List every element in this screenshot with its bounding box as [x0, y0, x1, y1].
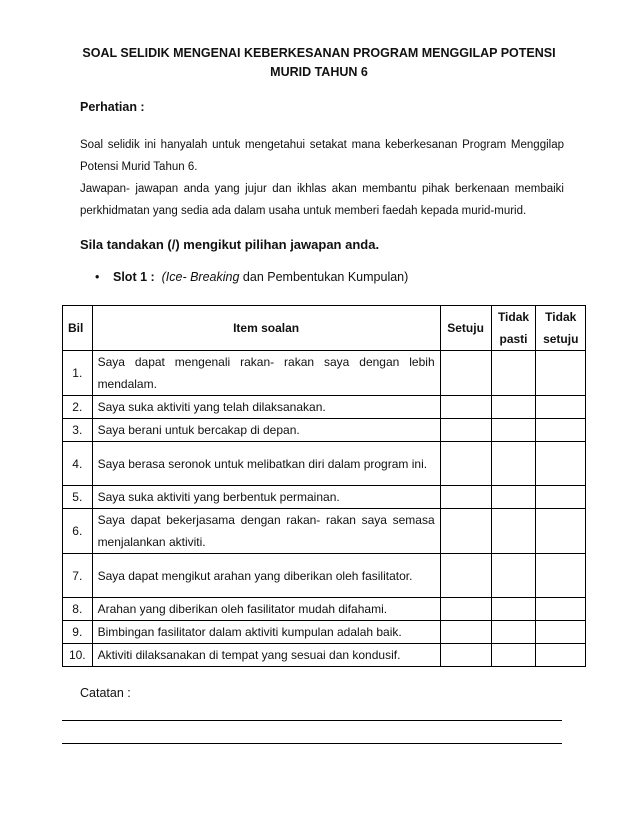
table-row [63, 351, 586, 396]
document-title [60, 44, 578, 82]
answer-tidak-pasti-cell[interactable] [491, 351, 536, 396]
row-item-text: Saya dapat mengikut arahan yang diberikan oleh fasilitator. [92, 554, 440, 598]
answer-tidak-pasti-cell[interactable] [491, 621, 536, 644]
row-item-text: Saya berani untuk bercakap di depan. [92, 419, 440, 442]
answer-tidak-setuju-cell[interactable] [536, 621, 586, 644]
row-number: 9. [63, 621, 93, 644]
table-row [63, 442, 586, 486]
answer-tidak-pasti-cell[interactable] [491, 598, 536, 621]
answer-tidak-pasti-cell[interactable] [491, 509, 536, 554]
table-row [63, 554, 586, 598]
row-number: 5. [63, 486, 93, 509]
answer-tidak-setuju-cell[interactable] [536, 351, 586, 396]
answer-tidak-setuju-cell[interactable] [536, 396, 586, 419]
row-item-text: Saya berasa seronok untuk melibatkan diri dalam program ini. [92, 442, 440, 486]
answer-tidak-pasti-cell[interactable] [491, 396, 536, 419]
notes-line-1[interactable] [62, 720, 562, 721]
answer-tidak-pasti-cell[interactable] [491, 644, 536, 667]
slot-heading [95, 270, 408, 284]
row-item-text: Saya suka aktiviti yang berbentuk permainan. [92, 486, 440, 509]
answer-setuju-cell[interactable] [440, 419, 491, 442]
row-item-text: Saya dapat mengenali rakan- rakan saya dengan lebih mendalam. [92, 351, 440, 396]
row-number: 6. [63, 509, 93, 554]
title-line-2: MURID TAHUN 6 [270, 65, 368, 79]
header-tidak-pasti [491, 306, 536, 351]
table-row [63, 598, 586, 621]
slot-label: Slot 1 : [113, 270, 155, 284]
answer-tidak-setuju-cell[interactable] [536, 598, 586, 621]
header-setuju: Setuju [440, 306, 491, 351]
header-bil: Bil [63, 306, 93, 351]
answer-setuju-cell[interactable] [440, 396, 491, 419]
answer-tidak-setuju-cell[interactable] [536, 644, 586, 667]
answer-setuju-cell[interactable] [440, 598, 491, 621]
slot-italic-text: (Ice- Breaking [161, 270, 240, 284]
answer-setuju-cell[interactable] [440, 351, 491, 396]
header-tidak-setuju [536, 306, 586, 351]
table-header-row [63, 306, 586, 351]
table-row [63, 644, 586, 667]
row-number: 10. [63, 644, 93, 667]
row-number: 8. [63, 598, 93, 621]
row-number: 4. [63, 442, 93, 486]
answer-setuju-cell[interactable] [440, 486, 491, 509]
answer-setuju-cell[interactable] [440, 509, 491, 554]
notes-label: Catatan : [80, 686, 131, 700]
row-item-text: Saya suka aktiviti yang telah dilaksanakan. [92, 396, 440, 419]
table-row [63, 621, 586, 644]
row-number: 2. [63, 396, 93, 419]
row-number: 7. [63, 554, 93, 598]
answer-tidak-pasti-cell[interactable] [491, 486, 536, 509]
row-item-text: Aktiviti dilaksanakan di tempat yang sesuai dan kondusif. [92, 644, 440, 667]
table-row [63, 396, 586, 419]
answer-setuju-cell[interactable] [440, 442, 491, 486]
header-tidak-pasti-line2: pasti [499, 332, 528, 346]
row-item-text: Arahan yang diberikan oleh fasilitator mudah difahami. [92, 598, 440, 621]
questionnaire-table [62, 305, 586, 667]
instruction-text: Sila tandakan (/) mengikut pilihan jawapan anda. [80, 237, 380, 252]
answer-tidak-setuju-cell[interactable] [536, 509, 586, 554]
intro-paragraph-2: Jawapan- jawapan anda yang jujur dan ikhlas akan membantu pihak berkenaan membaiki perkhidmatan yang sedia ada dalam usaha untuk memberi faedah kepada murid-murid. [80, 183, 564, 217]
answer-tidak-setuju-cell[interactable] [536, 486, 586, 509]
answer-tidak-setuju-cell[interactable] [536, 419, 586, 442]
answer-tidak-pasti-cell[interactable] [491, 554, 536, 598]
answer-setuju-cell[interactable] [440, 644, 491, 667]
answer-setuju-cell[interactable] [440, 554, 491, 598]
answer-tidak-pasti-cell[interactable] [491, 419, 536, 442]
attention-heading: Perhatian : [80, 100, 145, 114]
answer-tidak-pasti-cell[interactable] [491, 442, 536, 486]
header-tidak-setuju-line1: Tidak [545, 310, 577, 324]
bullet-icon: • [95, 270, 100, 284]
row-item-text: Bimbingan fasilitator dalam aktiviti kumpulan adalah baik. [92, 621, 440, 644]
header-item: Item soalan [92, 306, 440, 351]
slot-rest-text: dan Pembentukan Kumpulan) [239, 270, 409, 284]
header-tidak-pasti-line1: Tidak [497, 310, 530, 324]
title-line-1: SOAL SELIDIK MENGENAI KEBERKESANAN PROGRAM MENGGILAP POTENSI [82, 46, 556, 60]
header-tidak-setuju-line2: setuju [543, 332, 579, 346]
notes-line-2[interactable] [62, 743, 562, 744]
row-number: 3. [63, 419, 93, 442]
table-row [63, 486, 586, 509]
answer-tidak-setuju-cell[interactable] [536, 554, 586, 598]
table-row [63, 419, 586, 442]
row-number: 1. [63, 351, 93, 396]
table-row [63, 509, 586, 554]
answer-tidak-setuju-cell[interactable] [536, 442, 586, 486]
row-item-text: Saya dapat bekerjasama dengan rakan- rakan saya semasa menjalankan aktiviti. [92, 509, 440, 554]
answer-setuju-cell[interactable] [440, 621, 491, 644]
intro-paragraph-1: Soal selidik ini hanyalah untuk mengetahui setakat mana keberkesanan Program Menggilap Potensi Murid Tahun 6. [80, 139, 564, 173]
